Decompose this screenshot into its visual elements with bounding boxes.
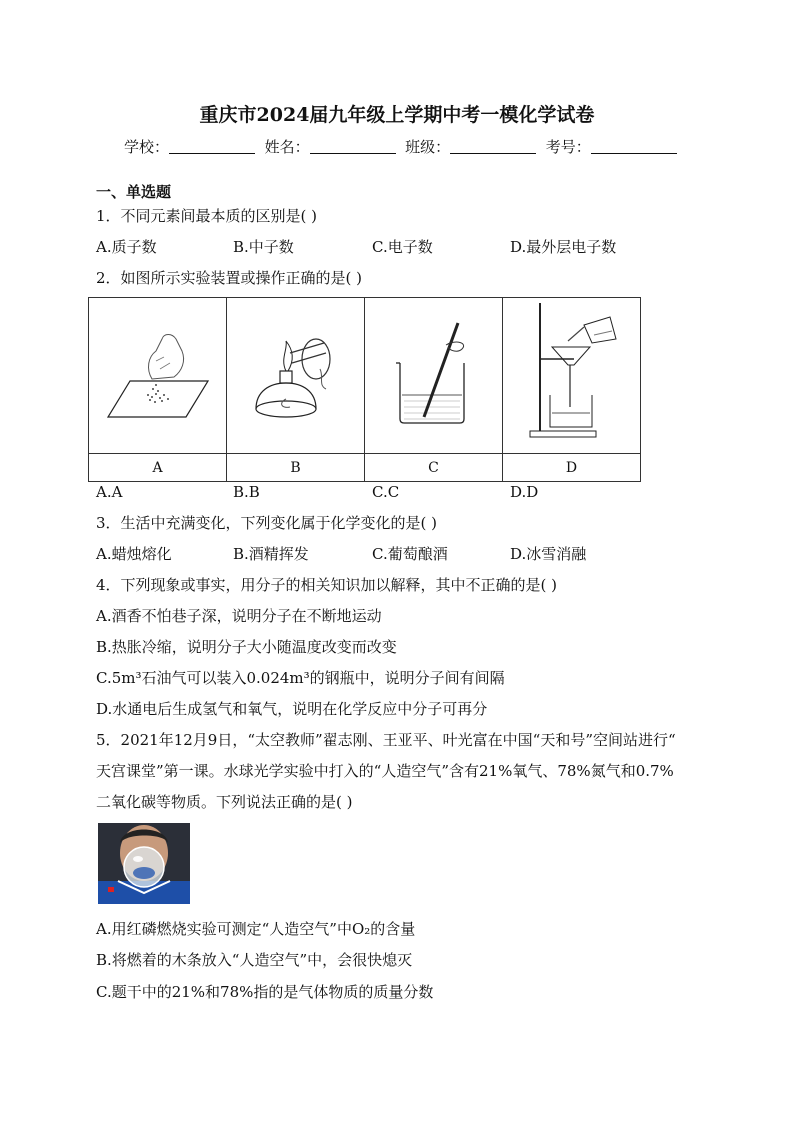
q2-figure-table [88, 297, 641, 482]
question-5-stem-line-3: 二氧化碳等物质。下列说法正确的是( ) [96, 793, 353, 811]
q3-option-b[interactable]: B.酒精挥发 [233, 545, 309, 563]
name-label: 姓名： [264, 138, 310, 156]
figure-label-d: D [503, 454, 641, 482]
q3-option-d[interactable]: D.冰雪消融 [510, 545, 587, 563]
figure-label-a: A [89, 454, 227, 482]
question-5-stem-line-1: 5．2021年12月9日，“太空教师”翟志刚、王亚平、叶光富在中国“天和号”空间站进行“ [96, 731, 676, 749]
q2-option-c[interactable]: C.C [372, 483, 400, 501]
filtration-apparatus-icon [504, 299, 639, 449]
q4-option-b[interactable]: B.热胀冷缩，说明分子大小随温度改变而改变 [96, 638, 397, 656]
alcohol-lamp-icon [228, 299, 363, 449]
q2-option-d[interactable]: D.D [510, 483, 539, 501]
beaker-stirring-icon [366, 299, 501, 449]
question-1-stem: 1．不同元素间最本质的区别是( ) [96, 207, 318, 225]
section-heading: 一、单选题 [96, 183, 172, 201]
name-blank[interactable] [310, 139, 396, 154]
school-label: 学校： [124, 138, 170, 156]
class-label: 班级： [405, 138, 451, 156]
q3-option-a[interactable]: A.蜡烛熔化 [96, 545, 172, 563]
q1-option-a[interactable]: A.质子数 [96, 238, 157, 256]
exam-no-blank[interactable] [591, 139, 677, 154]
figure-label-c: C [365, 454, 503, 482]
q5-option-b[interactable]: B.将燃着的木条放入“人造空气”中，会很快熄灭 [96, 951, 413, 969]
q1-option-b[interactable]: B.中子数 [233, 238, 294, 256]
q3-option-c[interactable]: C.葡萄酿酒 [372, 545, 448, 563]
question-2-stem: 2．如图所示实验装置或操作正确的是( ) [96, 269, 363, 287]
exam-title: 重庆市2024届九年级上学期中考一模化学试卷 [199, 104, 595, 126]
school-blank[interactable] [169, 139, 255, 154]
class-blank[interactable] [450, 139, 536, 154]
q4-option-c[interactable]: C.5m³石油气可以装入0.024m³的钢瓶中，说明分子间有间隔 [96, 669, 505, 687]
q1-option-c[interactable]: C.电子数 [372, 238, 433, 256]
figure-a-cell [89, 298, 227, 454]
q5-option-c[interactable]: C.题干中的21%和78%指的是气体物质的质量分数 [96, 983, 434, 1001]
q5-option-a[interactable]: A.用红磷燃烧实验可测定“人造空气”中O₂的含量 [96, 920, 416, 938]
q4-option-d[interactable]: D.水通电后生成氢气和氧气，说明在化学反应中分子可再分 [96, 700, 488, 718]
figure-d-cell [503, 298, 641, 454]
figure-b-cell [227, 298, 365, 454]
exam-no-label: 考号： [545, 138, 591, 156]
figure-label-b: B [227, 454, 365, 482]
q2-option-b[interactable]: B.B [233, 483, 260, 501]
student-info [124, 136, 677, 157]
powder-pinch-icon [90, 299, 225, 449]
question-5-stem-line-2: 天宫课堂”第一课。水球光学实验中打入的“人造空气”含有21%氧气、78%氮气和0.7% [96, 762, 674, 780]
question-3-stem: 3．生活中充满变化，下列变化属于化学变化的是( ) [96, 514, 438, 532]
astronaut-water-ball-photo [98, 823, 190, 904]
question-4-stem: 4．下列现象或事实，用分子的相关知识加以解释，其中不正确的是( ) [96, 576, 558, 594]
figure-c-cell [365, 298, 503, 454]
q1-option-d[interactable]: D.最外层电子数 [510, 238, 617, 256]
q4-option-a[interactable]: A.酒香不怕巷子深，说明分子在不断地运动 [96, 607, 382, 625]
q2-option-a[interactable]: A.A [96, 483, 123, 501]
